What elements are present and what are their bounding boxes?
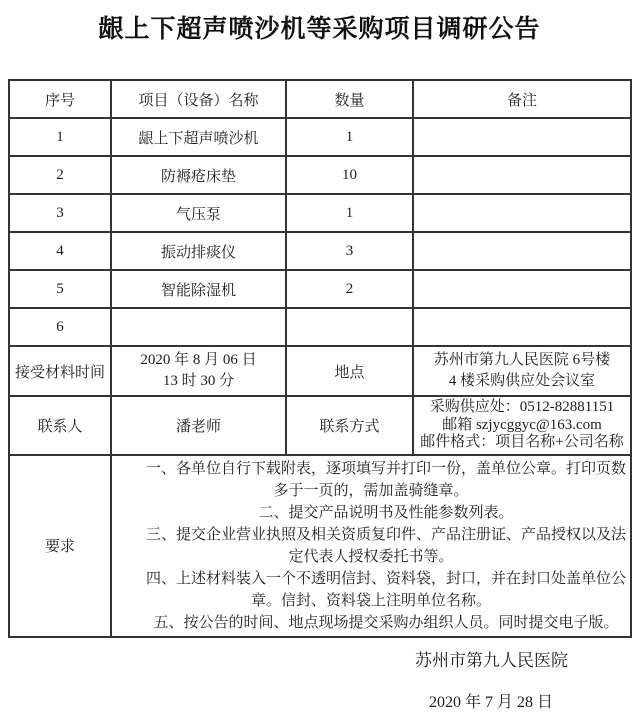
table-row xyxy=(9,156,631,194)
item-name-cell: 智能除湿机 xyxy=(111,270,286,308)
requirement-item: 一、各单位自行下载附表，逐项填写并打印一份，盖单位公章。打印页数多于一页的，需加盖骑缝章。 xyxy=(146,460,627,499)
item-note-cell xyxy=(413,118,631,156)
procurement-table xyxy=(8,79,632,638)
accept-time-clock: 13 时 30 分 xyxy=(162,373,235,389)
table-row xyxy=(9,270,631,308)
item-qty-cell: 3 xyxy=(286,232,413,270)
location-line2: 4 楼采购供应处会议室 xyxy=(448,373,596,389)
page-title: 龈上下超声喷沙机等采购项目调研公告 xyxy=(98,16,541,43)
item-name-cell: 气压泵 xyxy=(111,194,286,232)
location-line1: 苏州市第九人民医院 6号楼 xyxy=(433,352,611,368)
accept-time-label: 接受材料时间 xyxy=(9,346,111,396)
header-item-name: 项目（设备）名称 xyxy=(111,80,286,118)
contact-value: 潘老师 xyxy=(111,396,286,455)
requirements-row xyxy=(9,455,631,637)
item-qty-cell: 10 xyxy=(286,156,413,194)
contact-row xyxy=(9,396,631,455)
requirement-item: 四、上述材料装入一个不透明信封、资料袋，封口，并在封口处盖单位公章。信封、资料袋上注明单位名称。 xyxy=(146,570,627,609)
item-no-cell: 2 xyxy=(9,156,111,194)
table-header-row xyxy=(9,80,631,118)
item-no-cell: 5 xyxy=(9,270,111,308)
signature-organization: 苏州市第九人民医院 xyxy=(415,650,568,670)
header-serial: 序号 xyxy=(9,80,111,118)
requirement-item: 五、按公告的时间、地点现场提交采购办组织人员。同时提交电子版。 xyxy=(153,614,619,631)
table-row xyxy=(9,308,631,346)
accept-time-row xyxy=(9,346,631,396)
contact-method-label: 联系方式 xyxy=(286,396,413,455)
item-no-cell: 1 xyxy=(9,118,111,156)
item-note-cell xyxy=(413,194,631,232)
item-name-cell: 防褥疮床垫 xyxy=(111,156,286,194)
requirements-content xyxy=(111,455,631,637)
table-row xyxy=(9,232,631,270)
requirement-item: 三、提交企业营业执照及相关资质复印件、产品注册证、产品授权以及法定代表人授权委托书等。 xyxy=(146,526,627,565)
location-value xyxy=(413,346,631,396)
header-remarks: 备注 xyxy=(413,80,631,118)
requirement-item: 二、提交产品说明书及性能参数列表。 xyxy=(258,504,514,521)
contact-method-value xyxy=(413,396,631,455)
item-qty-cell xyxy=(286,308,413,346)
accept-time-date: 2020 年 8 月 06 日 xyxy=(140,352,257,368)
location-label: 地点 xyxy=(286,346,413,396)
signature-date: 2020 年 7 月 28 日 xyxy=(428,693,553,711)
item-note-cell xyxy=(413,156,631,194)
requirements-label: 要求 xyxy=(9,455,111,637)
item-note-cell xyxy=(413,270,631,308)
item-no-cell: 3 xyxy=(9,194,111,232)
contact-email: 邮箱 szjycggyc@163.com xyxy=(442,416,602,433)
contact-label: 联系人 xyxy=(9,396,111,455)
item-note-cell xyxy=(413,232,631,270)
item-qty-cell: 1 xyxy=(286,118,413,156)
item-no-cell: 6 xyxy=(9,308,111,346)
item-name-cell xyxy=(111,308,286,346)
item-note-cell xyxy=(413,308,631,346)
table-row xyxy=(9,194,631,232)
table-row xyxy=(9,118,631,156)
item-qty-cell: 2 xyxy=(286,270,413,308)
item-no-cell: 4 xyxy=(9,232,111,270)
item-name-cell: 龈上下超声喷沙机 xyxy=(111,118,286,156)
accept-time-value xyxy=(111,346,286,396)
header-quantity: 数量 xyxy=(286,80,413,118)
contact-phone: 采购供应处：0512-82881151 xyxy=(429,399,615,415)
contact-email-format: 邮件格式：项目名称+公司名称 xyxy=(420,434,624,450)
item-qty-cell: 1 xyxy=(286,194,413,232)
item-name-cell: 振动排痰仪 xyxy=(111,232,286,270)
